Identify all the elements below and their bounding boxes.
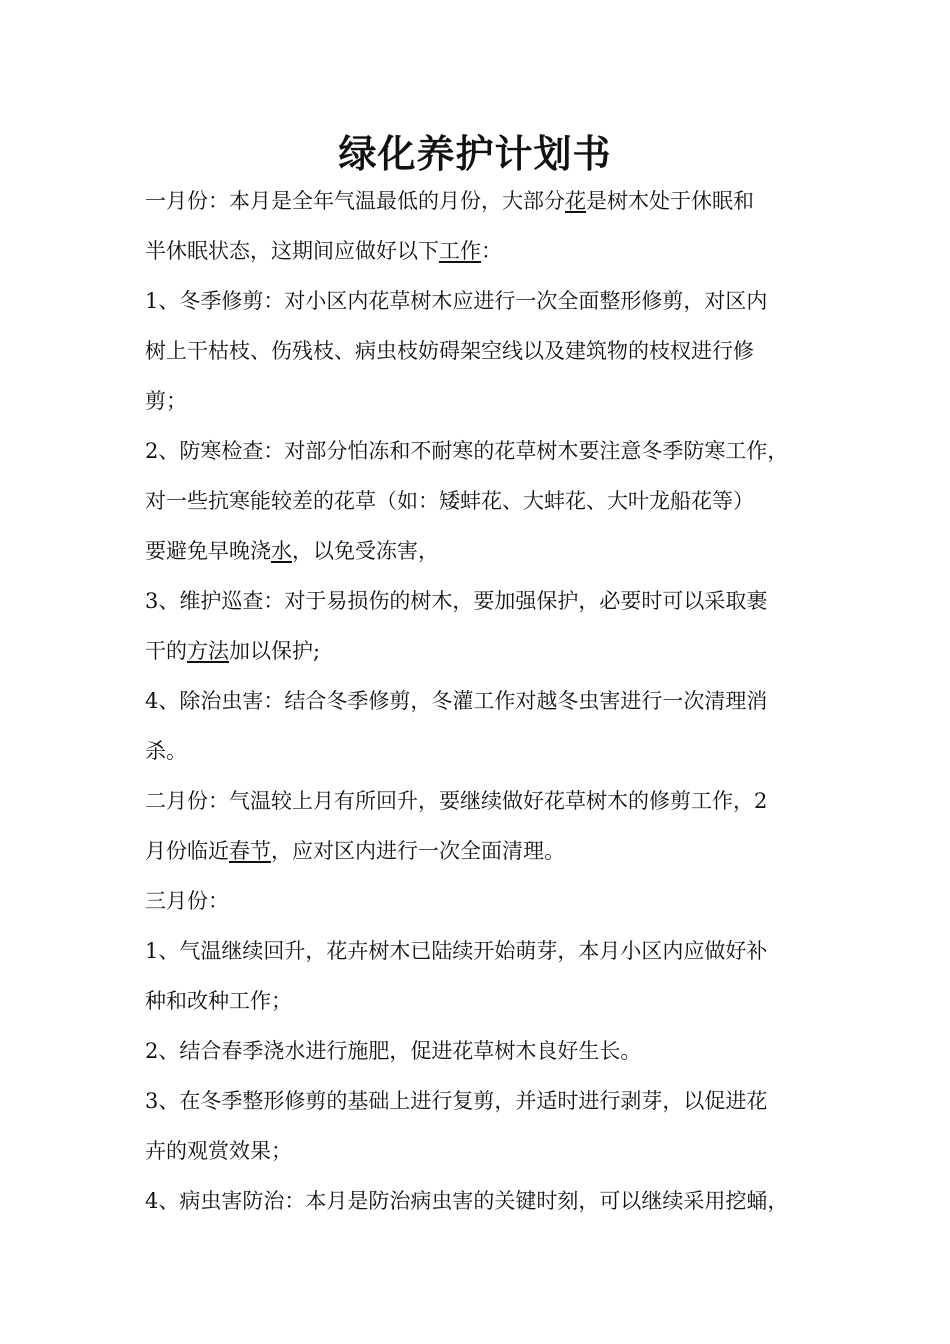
line-text: 二月份：气温较上月有所回升，要继续做好花草树木的修剪工作，2 — [145, 789, 768, 813]
body-line — [145, 1026, 815, 1076]
body-line — [145, 1176, 815, 1226]
body-line — [145, 576, 815, 626]
line-text: 1、冬季修剪：对小区内花草树木应进行一次全面整形修剪，对区内 — [145, 289, 768, 313]
line-text: 加以保护; — [229, 639, 321, 663]
line-text: 3、在冬季整形修剪的基础上进行复剪，并适时进行剥芽，以促进花 — [145, 1089, 768, 1113]
body-line — [145, 226, 815, 276]
body-line — [145, 176, 815, 226]
line-text: 杀。 — [145, 739, 187, 763]
body-line — [145, 976, 815, 1026]
line-text: 3、维护巡查：对于易损伤的树木，要加强保护，必要时可以采取裹 — [145, 589, 768, 613]
underlined-term: 方法 — [187, 639, 229, 663]
line-text: 对一些抗寒能较差的花草（如：矮蚌花、大蚌花、大叶龙船花等） — [145, 489, 754, 513]
line-text: 种和改种工作； — [145, 989, 292, 1013]
line-text: 一月份：本月是全年气温最低的月份，大部分 — [145, 189, 565, 213]
body-line — [145, 626, 815, 676]
line-text: 剪； — [145, 389, 187, 413]
line-text: 干的 — [145, 639, 187, 663]
body-line — [145, 1126, 815, 1176]
line-text: ，应对区内进行一次全面清理。 — [271, 839, 565, 863]
document-body — [145, 176, 815, 1226]
body-line — [145, 526, 815, 576]
line-text: 半休眠状态，这期间应做好以下 — [145, 239, 439, 263]
body-line — [145, 676, 815, 726]
line-text: ，以免受冻害， — [292, 539, 439, 563]
line-text: 2、结合春季浇水进行施肥，促进花草树木良好生长。 — [145, 1039, 642, 1063]
underlined-term: 花 — [565, 189, 586, 213]
body-line — [145, 326, 815, 376]
underlined-term: 春节 — [229, 839, 271, 863]
line-text: 1、气温继续回升，花卉树木已陆续开始萌芽，本月小区内应做好补 — [145, 939, 768, 963]
body-line — [145, 726, 815, 776]
line-text: 要避免早晚浇 — [145, 539, 271, 563]
body-line — [145, 826, 815, 876]
line-text: 树上干枯枝、伤残枝、病虫枝妨碍架空线以及建筑物的枝杈进行修 — [145, 339, 754, 363]
underlined-term: 水 — [271, 539, 292, 563]
body-line — [145, 426, 815, 476]
body-line — [145, 276, 815, 326]
line-text: 4、病虫害防治：本月是防治病虫害的关键时刻，可以继续采用挖蛹， — [145, 1189, 789, 1213]
body-line — [145, 776, 815, 826]
body-line — [145, 376, 815, 426]
body-line — [145, 876, 815, 926]
line-text: 三月份： — [145, 889, 229, 913]
line-text: 卉的观赏效果； — [145, 1139, 292, 1163]
body-line — [145, 926, 815, 976]
body-line — [145, 1076, 815, 1126]
body-line — [145, 476, 815, 526]
document-title: 绿化养护计划书 — [338, 132, 612, 176]
line-text: ： — [481, 239, 502, 263]
underlined-term: 工作 — [439, 239, 481, 263]
line-text: 4、除治虫害：结合冬季修剪，冬灌工作对越冬虫害进行一次清理消 — [145, 689, 768, 713]
line-text: 月份临近 — [145, 839, 229, 863]
line-text: 2、防寒检查：对部分怕冻和不耐寒的花草树木要注意冬季防寒工作， — [145, 439, 789, 463]
line-text: 是树木处于休眠和 — [586, 189, 754, 213]
